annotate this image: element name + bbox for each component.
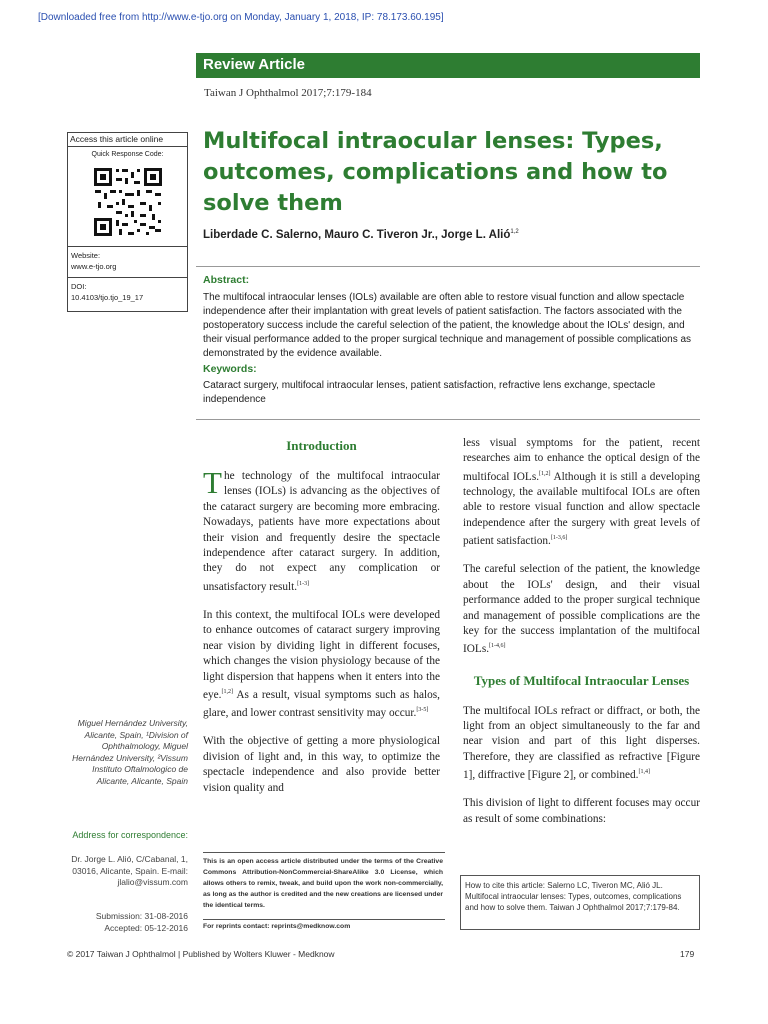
ref-1-2[interactable]: [1,2] bbox=[221, 689, 234, 696]
doi-field bbox=[68, 278, 187, 308]
doi-value: 10.4103/tjo.tjo_19_17 bbox=[71, 293, 144, 302]
col2-p1b-text: Although it is still a developing technology, the available multifocal IOLs are often able to restore visual function and allow spectacle independence after the surgery with great levels of patient satisfaction. bbox=[463, 470, 700, 547]
intro-paragraph-3: With the objective of getting a more physiological division of light and, in this way, to optimize the spectacle independence and also provide better vision quality and bbox=[203, 735, 440, 794]
col2-paragraph-1 bbox=[463, 436, 700, 549]
doi-label: DOI: bbox=[71, 282, 87, 291]
accepted-date: Accepted: 05-12-2016 bbox=[104, 922, 188, 933]
intro-paragraph-2 bbox=[203, 608, 440, 721]
abstract-text: The multifocal intraocular lenses (IOLs) available are often able to restore visual function and allow spectacle independence after their implantation with great levels of patient satisfaction. The factors associated with the postoperatory success include the careful selection of the patient, the knowledge about the IOLs' design, and their visual performance added to the proper surgical technique and management of possible complications as demonstrated by the evidence available. bbox=[203, 292, 692, 359]
website-link[interactable]: www.e-tjo.org bbox=[71, 262, 117, 271]
ref-1-3[interactable]: [1-3] bbox=[297, 580, 310, 587]
download-banner[interactable]: [Downloaded free from http://www.e-tjo.org on Monday, January 1, 2018, IP: 78.173.60.195] bbox=[38, 12, 444, 23]
access-box-header: Access this article online bbox=[68, 133, 187, 147]
qr-label: Quick Response Code: bbox=[91, 151, 164, 158]
abstract-heading: Abstract: bbox=[203, 274, 250, 286]
qr-code-icon[interactable] bbox=[92, 166, 164, 238]
ref-1-3-6[interactable]: [1-3,6] bbox=[550, 535, 568, 542]
types-heading: Types of Multifocal Intraocular Lenses bbox=[473, 672, 690, 688]
authors-affiliation-sup: 1,2 bbox=[510, 229, 519, 236]
intro-p1-text: he technology of the multifocal intraocular lenses (IOLs) is advancing as the objectives of the cataract surgery are becoming more embracing. Nowadays, patients have more expectations about their vision and frequently desire the spectacle independence after cataract surgery. In addition, they do not expect any complication or unsatisfactory result. bbox=[203, 470, 440, 593]
col2-paragraph-3 bbox=[463, 704, 700, 784]
access-box bbox=[67, 132, 188, 312]
how-to-cite-box: How to cite this article: Salerno LC, Tiveron MC, Alió JL. Multifocal intraocular lenses: Types, outcomes, complications and how to solve them. Taiwan J Ophthalmol 2017;7:179-84. bbox=[460, 875, 700, 930]
abstract-top-rule bbox=[196, 266, 700, 267]
intro-p2b-text: As a result, visual symptoms such as halos, glare, and lower contrast sensitivity may occur. bbox=[203, 688, 440, 719]
col2-p3-text: The multifocal IOLs refract or diffract, or both, the light from an object simultaneously to the far and near vision and part of this light disperses. Therefore, they are classified as refractive [Figure 1], diffractive [Figure 2], or combined. bbox=[463, 704, 700, 781]
article-title: Multifocal intraocular lenses: Types, outcomes, complications and how to solve them bbox=[203, 128, 668, 216]
dropcap: T bbox=[203, 465, 222, 500]
body-column-left bbox=[203, 436, 440, 809]
ref-3-5[interactable]: [3-5] bbox=[416, 707, 429, 714]
ref-1-4[interactable]: [1,4] bbox=[638, 769, 650, 776]
authors-text: Liberdade C. Salerno, Mauro C. Tiveron Jr., Jorge L. Alió bbox=[203, 229, 511, 241]
submission-date: Submission: 31-08-2016 bbox=[95, 911, 188, 921]
open-access-rule bbox=[203, 852, 445, 853]
correspondence-text: Dr. Jorge L. Alió, C/Cabanal, 1, 03016, Alicante, Spain. E-mail: jlalio@vissum.com bbox=[71, 854, 188, 887]
reprints-rule bbox=[203, 919, 445, 920]
journal-citation: Taiwan J Ophthalmol 2017;7:179-184 bbox=[204, 87, 372, 99]
intro-paragraph-1 bbox=[203, 465, 440, 595]
col2-paragraph-4: This division of light to different focuses may occur as result of some combinations: bbox=[463, 797, 700, 825]
article-type-label: Review Article bbox=[203, 56, 305, 73]
website-label: Website: bbox=[71, 251, 101, 260]
intro-p2a-text: In this context, the multifocal IOLs were developed to enhance outcomes of cataract surgery improving near vision by dividing light in different focuses, which changes the vision physiology because of the light dispersion that happens when it enters into the eye. bbox=[203, 609, 440, 701]
ref-1-4-6[interactable]: [1-4,6] bbox=[489, 643, 506, 650]
page-number: 179 bbox=[680, 949, 695, 959]
keywords-text: Cataract surgery, multifocal intraocular lenses, patient satisfaction, refractive lens exchange, spectacle independence bbox=[203, 380, 656, 405]
affiliation-note: Miguel Hernández University, Alicante, Spain, ¹Division of Ophthalmology, Miguel Hernández University, ²Vissum Instituto Oftalmologico de Alicante, Alicante, Spain bbox=[72, 718, 188, 786]
author-list bbox=[203, 229, 519, 241]
intro-heading: Introduction bbox=[286, 438, 357, 453]
ref-1-2b[interactable]: [1,2] bbox=[539, 470, 551, 477]
page-footer: © 2017 Taiwan J Ophthalmol | Published by Wolters Kluwer - Medknow bbox=[67, 949, 335, 959]
article-dates bbox=[60, 911, 188, 934]
keywords-heading: Keywords: bbox=[203, 363, 257, 375]
correspondence-heading: Address for correspondence: bbox=[72, 830, 188, 840]
abstract-bottom-rule bbox=[196, 419, 700, 420]
open-access-notice: This is an open access article distributed under the terms of the Creative Commons Attribution-NonCommercial-ShareAlike 3.0 License, which allows others to remix, tweak, and build upon the work non-commercially, as long as the author is credited and the new creations are licensed under the identical terms. bbox=[203, 858, 443, 909]
reprints-contact[interactable]: For reprints contact: reprints@medknow.com bbox=[203, 923, 351, 930]
article-type-bar bbox=[196, 53, 700, 78]
col2-p2-text: The careful selection of the patient, the knowledge about the IOLs' design, and their visual performance added to the proper surgical technique and management of possible complications are the key for the success implantation of the multifocal IOLs. bbox=[463, 563, 700, 656]
website-field bbox=[68, 247, 187, 277]
col2-paragraph-2 bbox=[463, 562, 700, 657]
col2-p1a-text: less visual symptoms for the patient, recent researches aim to enhance the optical design of the multifocal IOLs. bbox=[463, 437, 700, 483]
body-column-right bbox=[463, 436, 700, 840]
